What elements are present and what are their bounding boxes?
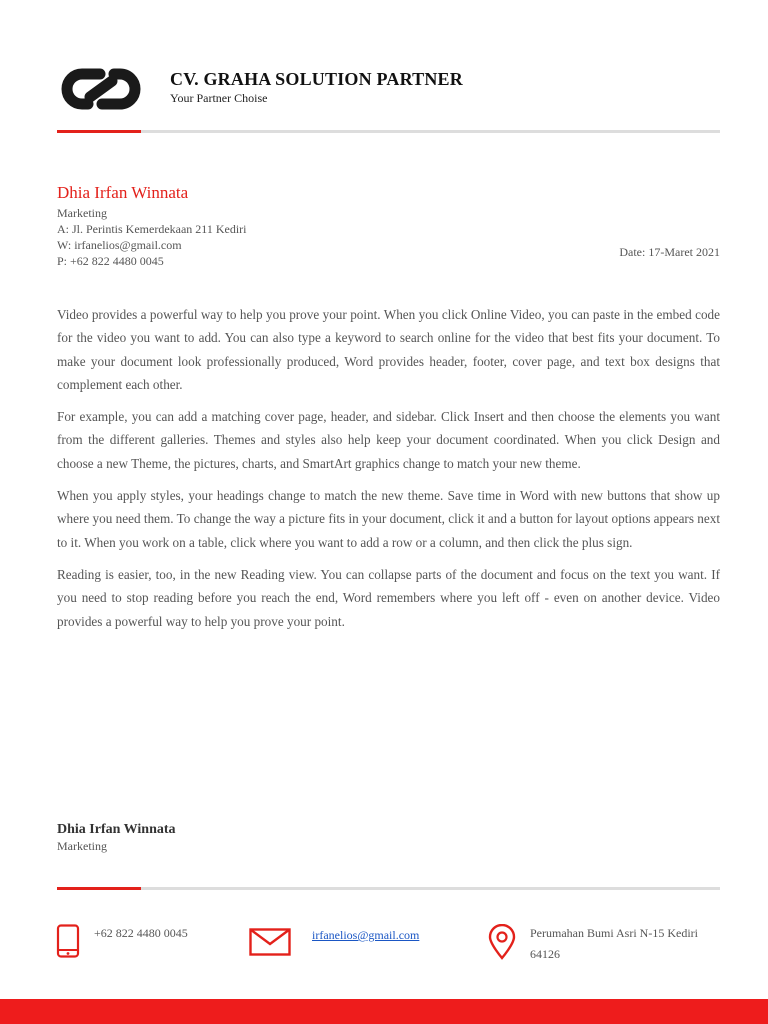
letter-body — [57, 303, 720, 642]
bottom-accent-bar — [0, 999, 768, 1024]
footer-email-link[interactable]: irfanelios@gmail.com — [312, 928, 420, 942]
header-divider-accent — [57, 130, 141, 133]
body-paragraph: Reading is easier, too, in the new Reading view. You can collapse parts of the document and focus on the text you want. If you need to stop reading before you reach the end, Word remembers where you left off - even on another device. Video provides a powerful way to help you prove your point. — [57, 566, 720, 629]
location-pin-icon — [488, 924, 516, 960]
chain-link-logo-icon — [60, 62, 142, 116]
header-divider — [57, 130, 720, 133]
footer-divider — [57, 887, 720, 890]
sender-address: A: Jl. Perintis Kemerdekaan 211 Kediri — [57, 222, 247, 236]
sender-name: Dhia Irfan Winnata — [57, 183, 189, 202]
body-paragraph: When you apply styles, your headings change to match the new theme. Save time in Word with new buttons that show up where you need them. To change the way a picture fits in your document, click it and a button for layout options appears next to it. When you work on a table, click where you want to add a row or a column, and then click the plus sign. — [57, 488, 720, 550]
sender-phone: P: +62 822 4480 0045 — [57, 254, 164, 268]
footer-address: Perumahan Bumi Asri N-15 Kediri 64126 — [530, 926, 698, 961]
signature-role: Marketing — [57, 839, 107, 853]
mail-icon — [249, 928, 291, 956]
company-tagline: Your Partner Choise — [170, 91, 268, 105]
sender-web: W: irfanelios@gmail.com — [57, 238, 182, 252]
company-name: CV. GRAHA SOLUTION PARTNER — [170, 69, 463, 89]
phone-icon — [56, 924, 80, 958]
footer-phone: +62 822 4480 0045 — [94, 926, 188, 940]
body-paragraph: For example, you can add a matching cover page, header, and sidebar. Click Insert and then choose the elements you want from the different galleries. Themes and styles also help keep your document coordinated. When you click Design and choose a new Theme, the pictures, charts, and SmartArt graphics change to match your new theme. — [57, 409, 720, 471]
signature-name: Dhia Irfan Winnata — [57, 822, 176, 837]
sender-role: Marketing — [57, 206, 107, 220]
footer-divider-accent — [57, 887, 141, 890]
letter-date: Date: 17-Maret 2021 — [619, 245, 720, 259]
body-paragraph: Video provides a powerful way to help you prove your point. When you click Online Video, you can paste in the embed code for the video you want to add. You can also type a keyword to search online for the video that best fits your document. To make your document look professionally produced, Word provides header, footer, cover page, and text box designs that complement each other. — [57, 307, 720, 392]
